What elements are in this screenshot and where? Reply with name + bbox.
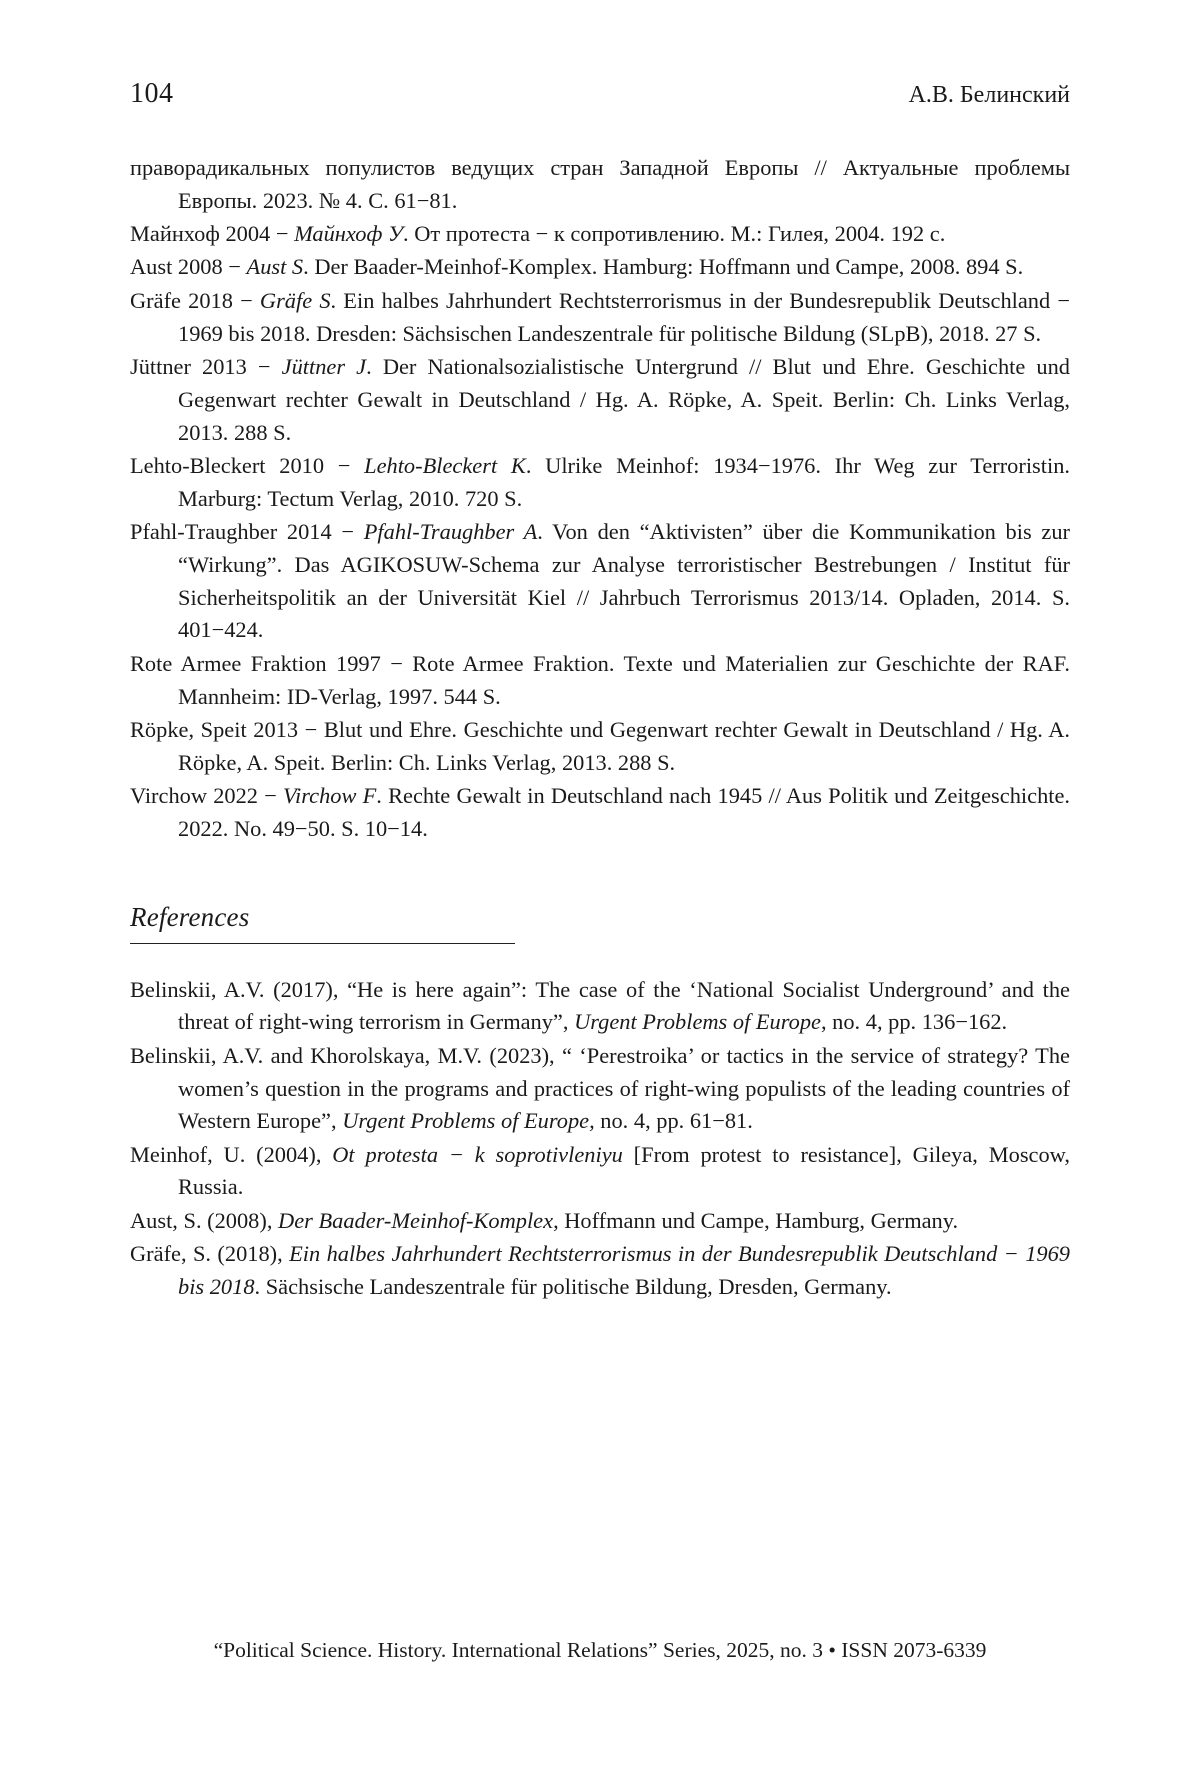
bibliography-list xyxy=(130,152,1070,846)
entry-italic-segment: Jüttner J xyxy=(281,353,367,379)
entry-text-segment: Virchow 2022 − xyxy=(130,782,284,808)
entry-text-segment: . Der Baader-Meinhof-Komplex. Hamburg: Hoffmann und Campe, 2008. 894 S. xyxy=(303,254,1024,280)
bibliography-entry xyxy=(130,218,1070,251)
running-head-author: А.В. Белинский xyxy=(908,82,1070,108)
bibliography-entry xyxy=(130,714,1070,780)
entry-italic-segment: Ot protesta − k soprotivleniyu xyxy=(332,1141,623,1167)
entry-italic-segment: Lehto-Bleckert K xyxy=(364,452,526,478)
entry-text-segment: Aust 2008 − xyxy=(130,254,247,280)
entry-italic-segment: Ein halbes Jahrhundert Rechtsterrorismus in der Bundesrepublik Deutschland − 1969 bis 2018 xyxy=(178,1241,1070,1299)
entry-text-segment: Gräfe 2018 − xyxy=(130,287,260,313)
entry-text-segment: . Ulrike Meinhof: 1934−1976. Ihr Weg zur Terroristin. Marburg: Tectum Verlag, 2010. 720 S. xyxy=(178,452,1071,511)
entry-text-segment: Röpke, Speit 2013 − Blut und Ehre. Geschichte und Gegenwart rechter Gewalt in Deutschland / Hg. A. Röpke, A. Speit. Berlin: Ch. Links Verlag, 2013. 288 S. xyxy=(130,716,1070,775)
entry-text-segment: . Rechte Gewalt in Deutschland nach 1945 // Aus Politik und Zeitgeschichte. 2022. No. 49−50. S. 10−14. xyxy=(178,782,1071,841)
bibliography-entry xyxy=(130,450,1070,516)
entry-text-segment: Gräfe, S. (2018), xyxy=(130,1241,290,1267)
bibliography-entry xyxy=(130,648,1070,714)
reference-entry xyxy=(130,1238,1070,1304)
entry-italic-segment: Urgent Problems of Europe xyxy=(574,1009,821,1035)
heading-rule xyxy=(130,943,515,944)
references-list xyxy=(130,974,1070,1304)
bibliography-entry xyxy=(130,780,1070,846)
entry-text-segment: Meinhof, U. (2004), xyxy=(130,1141,333,1167)
bibliography-entry xyxy=(130,351,1070,449)
bibliography-entry xyxy=(130,251,1070,284)
bibliography-entry xyxy=(130,152,1070,218)
page-footer: “Political Science. History. International Relations” Series, 2025, no. 3 • ISSN 2073-6339 xyxy=(213,1638,987,1662)
entry-text-segment: Jüttner 2013 − xyxy=(130,353,282,379)
page-content xyxy=(130,78,1070,1304)
entry-text-segment: Aust, S. (2008), xyxy=(130,1207,279,1233)
entry-text-segment: Belinskii, A.V. (2017), “He is here again”: The case of the ‘National Socialist Underground’ and the threat of right-wing terrorism in Germany”, xyxy=(130,976,1070,1035)
reference-entry xyxy=(130,974,1070,1040)
entry-italic-segment: Pfahl-Traughber A xyxy=(363,518,538,544)
entry-text-segment: , no. 4, pp. 136−162. xyxy=(820,1009,1008,1035)
entry-italic-segment: Der Baader-Meinhof-Komplex xyxy=(278,1207,554,1233)
bibliography-entry xyxy=(130,285,1070,351)
entry-italic-segment: Aust S xyxy=(246,254,304,280)
entry-italic-segment: Virchow F xyxy=(283,782,377,808)
running-head xyxy=(130,78,1070,110)
entry-italic-segment: Gräfe S xyxy=(259,287,331,313)
page-number: 104 xyxy=(130,78,174,109)
entry-text-segment: , Hoffmann und Campe, Hamburg, Germany. xyxy=(553,1207,959,1233)
entry-text-segment: no. 4, pp. 61−81. xyxy=(594,1108,753,1134)
entry-text-segment: Rote Armee Fraktion 1997 − Rote Armee Fraktion. Texte und Materialien zur Geschichte der RAF. Mannheim: ID-Verlag, 1997. 544 S. xyxy=(130,650,1070,709)
entry-text-segment: . Der Nationalsozialistische Untergrund // Blut und Ehre. Geschichte und Gegenwart rechter Gewalt in Deutschland / Hg. A. Röpke, A. Speit. Berlin: Ch. Links Verlag, 2013. 288 S. xyxy=(178,353,1070,445)
entry-text-segment: Belinskii, A.V. and Khorolskaya, M.V. (2023), “ ‘Perestroika’ or tactics in the service of strategy? The women’s question in the programs and practices of right-wing populists of the leading countries of Western Europe”, xyxy=(130,1042,1070,1134)
reference-entry xyxy=(130,1205,1070,1238)
entry-text-segment: праворадикальных популистов ведущих стран Западной Европы // Актуальные проблемы Европы. 2023. № 4. С. 61−81. xyxy=(130,155,1070,213)
entry-italic-segment: Urgent Problems of Europe, xyxy=(342,1108,595,1134)
entry-text-segment: . От протеста − к сопротивлению. М.: Гилея, 2004. 192 с. xyxy=(403,221,946,247)
references-heading-block xyxy=(130,902,1070,944)
reference-entry xyxy=(130,1040,1070,1138)
bibliography-entry xyxy=(130,516,1070,647)
entry-text-segment: . Von den “Aktivisten” über die Kommunikation bis zur “Wirkung”. Das AGIKOSUW-Schema zur Analyse terroristischer Bestrebungen / Institut für Sicherheitspolitik an der Universität Kiel // Jahrbuch Terrorismus 2013/14. Opladen, 2014. S. 401−424. xyxy=(178,518,1070,643)
entry-text-segment: [From protest to resistance], Gileya, Moscow, Russia. xyxy=(178,1141,1070,1200)
reference-entry xyxy=(130,1139,1070,1205)
entry-text-segment: Майнхоф 2004 − xyxy=(130,221,295,247)
references-heading: References xyxy=(130,901,250,932)
entry-text-segment: . Ein halbes Jahrhundert Rechtsterrorismus in der Bundesrepublik Deutschland − 1969 bis 2018. Dresden: Sächsischen Landeszentrale für politische Bildung (SLpB), 2018. 27 S. xyxy=(178,287,1070,346)
entry-text-segment: Pfahl-Traughber 2014 − xyxy=(130,518,364,544)
entry-italic-segment: Майнхоф У xyxy=(294,221,404,247)
entry-text-segment: Lehto-Bleckert 2010 − xyxy=(130,452,365,478)
entry-text-segment: . Sächsische Landeszentrale für politische Bildung, Dresden, Germany. xyxy=(254,1273,892,1299)
